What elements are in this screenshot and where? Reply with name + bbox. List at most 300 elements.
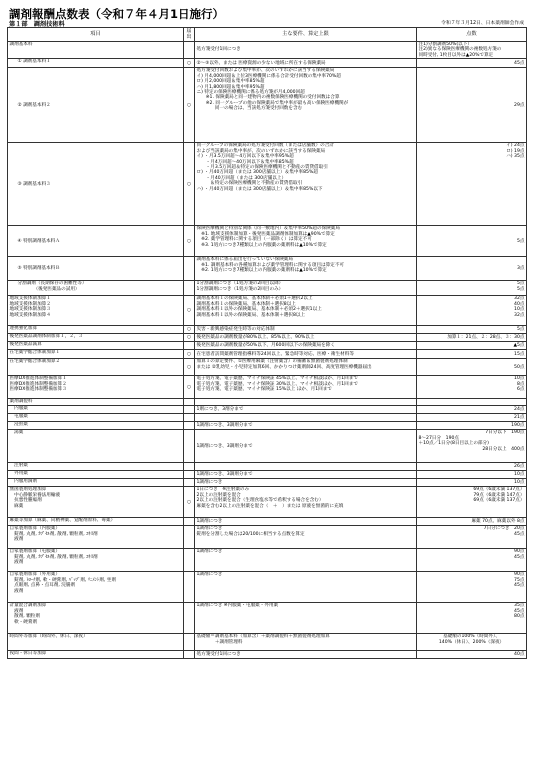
points-text: 45点 (514, 531, 525, 537)
item-cell (8, 651, 184, 659)
points-text: 32点 (514, 312, 525, 318)
item-label: 内服用滴剤 (9, 479, 38, 485)
table-row (8, 257, 527, 281)
requirement-text: 電子処方箋、電子薬歴、マイナ保険証 30%以上、マイナ相談ほか、月1回まで (196, 381, 358, 387)
item-cell (8, 296, 184, 326)
points-text: 26点 (514, 464, 525, 470)
points-text: 40点 (514, 652, 525, 658)
table-row (8, 342, 527, 350)
notification-mark (184, 281, 195, 296)
points-text: 28日分以上 400点 (482, 446, 525, 452)
points-text: 32点 (514, 296, 525, 302)
points-text: 45点 (514, 554, 525, 560)
item-label: 地域支援体制加算２ (9, 301, 51, 307)
points-cell (417, 281, 527, 296)
requirement-text: 1調剤につき ※内服薬・屯服薬・外用薬 (196, 603, 279, 609)
item-cell (8, 518, 184, 526)
requirement-text: イ) ・月3.5万回超～4万回以下＆集中率95%超 (196, 154, 294, 160)
points-text: イ) 24点 (506, 143, 525, 149)
column-header: 項目 (8, 28, 184, 42)
requirement-text: ※1. 調剤基本料の各種加算および薬学管理料に関する項目は算定不可 (196, 262, 345, 268)
points-cell (417, 334, 527, 342)
notification-mark: ○ (184, 487, 195, 518)
item-label: 液剤 (9, 588, 24, 594)
item-cell (8, 376, 184, 399)
item-cell (8, 422, 184, 430)
requirement-text: 1調剤につき (196, 549, 223, 555)
requirement-text: 麻薬を含む2以上の注射薬を混合（ ＋ ）または 原液を無菌的に充填 (196, 503, 344, 509)
item-label: 錠剤, 丸剤, ｶﾌﾟｾﾙ剤, 散剤, 顆粒剤, ｴｷｽ剤 (9, 531, 98, 537)
points-text: 10点 (514, 307, 525, 313)
requirement-cell (195, 463, 417, 471)
points-text: ハ) 35点 (506, 154, 525, 160)
item-label: ② 調剤基本料２ (17, 102, 51, 108)
requirement-text: 基礎額＝調剤基本料（加算含）＋薬剤調製料＋無菌製剤処理加算 (196, 634, 330, 640)
item-label: 連携強化加算 (9, 326, 38, 332)
item-label: 無菌製剤処理加算 (9, 487, 47, 493)
requirement-text: または ②乳幼児・小児特定加算6回、かかりつけ薬剤師24回、高度管理医療機器届出 (196, 364, 372, 370)
table-row (8, 359, 527, 376)
notification-mark: ○ (184, 376, 195, 399)
points-text: 基礎額の100%（時間外）、 (443, 634, 500, 640)
points-cell (417, 68, 527, 143)
requirement-text: 1調剤につき (196, 572, 223, 578)
table-row (8, 603, 527, 634)
points-text: 21点 (514, 415, 525, 421)
item-cell (8, 143, 184, 226)
points-text: 10点 (514, 376, 525, 382)
requirement-cell (195, 399, 417, 406)
notification-mark (184, 406, 195, 414)
points-cell (417, 342, 527, 350)
item-cell (8, 487, 184, 518)
requirement-text: ＋調剤管理料 (196, 639, 243, 645)
points-text: ▲5点 (513, 343, 525, 349)
points-text: 10点 (514, 472, 525, 478)
points-text: 79点（6歳未満 147点） (473, 492, 525, 498)
item-label: 後発医薬品減算 (9, 342, 42, 348)
requirement-text: ②～⑤以外、または 医療資源の少ない地域に所在する保険薬局 (196, 60, 326, 66)
item-cell (8, 350, 184, 359)
requirement-text: 1調剤につき (196, 526, 223, 532)
points-cell (417, 326, 527, 334)
requirement-text: 加算１の算定要件、①医療用麻薬（注射薬含）の備蓄＆無菌製剤処理体制 (196, 359, 348, 365)
item-cell (8, 41, 184, 59)
table-row (8, 414, 527, 422)
table-row (8, 41, 527, 59)
item-cell (8, 59, 184, 68)
item-cell (8, 634, 184, 651)
requirement-text: および当該薬局の集中率が、次のいずれかに該当する保険薬局 (196, 148, 326, 154)
requirement-text: 調剤基本料１以外の保険薬局、基本体制＋必須2＋選択1以上 (196, 307, 322, 313)
requirement-cell (195, 572, 417, 603)
fee-table (7, 27, 527, 659)
points-cell (417, 463, 527, 471)
requirement-cell (195, 549, 417, 572)
requirement-text: ※2. 1処方につき7種類以上の内服薬の薬剤料は▲10%で算定 (196, 268, 327, 274)
points-cell (417, 471, 527, 479)
item-label: ① 調剤基本料１ (17, 59, 51, 65)
section-subtitle: 第１部 調剤技術料 (9, 21, 65, 28)
table-row (8, 651, 527, 659)
table-row (8, 281, 527, 296)
points-text: 35点 (514, 603, 525, 609)
source-note: 令和７年３月12日、日本薬剤師会作成 (441, 21, 524, 26)
points-text: 7日分につき 20点 (483, 526, 525, 532)
points-text: 90点 (514, 572, 525, 578)
requirement-cell (195, 651, 417, 659)
table-row (8, 422, 527, 430)
requirement-text: 処方箋受付1回につき (196, 47, 241, 53)
requirement-cell (195, 471, 417, 479)
requirement-cell (195, 430, 417, 463)
points-cell (417, 359, 527, 376)
points-cell (417, 296, 527, 326)
requirement-text: 1日につき ※注射薬のみ (196, 487, 250, 493)
item-label: 地域支援体制加算１ (9, 296, 51, 302)
notification-mark (184, 41, 195, 59)
item-label: 自家製剤加算（内服薬） (9, 526, 61, 532)
item-label: 屯服薬 (9, 414, 28, 420)
points-text: 24点 (514, 407, 525, 413)
item-label: 中心静脈栄養法用輸液 (9, 492, 61, 498)
requirement-text: 保険医療機関と特別な関係（同一敷地内）＆集中率50%超の保険薬局 (196, 226, 340, 232)
points-text: 5点 (516, 327, 525, 333)
points-text: 麻薬 70点、麻薬以外 8点 (471, 519, 525, 525)
notification-mark (184, 463, 195, 471)
table-row (8, 326, 527, 334)
points-cell (417, 487, 527, 518)
requirement-text: イ) 月4,000回超＆上位3医療機関に係る合計受付回数の集中率70%超 (196, 73, 341, 79)
points-cell (417, 651, 527, 659)
requirement-text: 調剤基本料１以外の保険薬局、基本体制＋選択8以上 (196, 312, 306, 318)
item-label: 錠剤, 丸剤, ｶﾌﾟｾﾙ剤, 散剤, 顆粒剤, ｴｷｽ剤 (9, 554, 98, 560)
notification-mark (184, 651, 195, 659)
points-cell (417, 41, 527, 59)
requirement-text: 同一グループの保険薬局の処方箋受付回数（または店舗数）の合計 (196, 143, 334, 149)
requirement-cell (195, 226, 417, 257)
points-text: 8点 (516, 381, 525, 387)
points-text: 40点 (514, 301, 525, 307)
points-text: 3点 (516, 266, 525, 272)
table-row (8, 59, 527, 68)
points-cell (417, 226, 527, 257)
item-label: 注射薬 (9, 463, 28, 469)
item-cell (8, 359, 184, 376)
notification-mark (184, 430, 195, 463)
points-text: 注2)異なる保険医療機関の複数処方箋の (418, 47, 502, 53)
item-label: 湯薬 (9, 430, 24, 436)
table-row (8, 518, 527, 526)
points-cell (417, 257, 527, 281)
requirement-cell (195, 487, 417, 518)
requirement-cell (195, 334, 417, 342)
table-row (8, 406, 527, 414)
points-cell (417, 414, 527, 422)
requirement-cell (195, 68, 417, 143)
item-label: ⑤ 特別調剤基本料Ｂ (17, 266, 60, 272)
item-label: 在宅薬学総合体制加算１ (9, 350, 61, 356)
requirement-text: 後発医薬品の調剤数量が50%以下、月600回以下の保険薬局を除く (196, 343, 335, 349)
requirement-text: 1調剤につき (196, 480, 223, 486)
item-label: ④ 特別調剤基本料Ａ (17, 238, 60, 244)
item-label: 抗悪性腫瘍剤 (9, 498, 42, 504)
requirement-text: ＆特定の保険医療機関と不動産の賃貸借取引 (196, 181, 303, 187)
requirement-text: ※2. 薬学管理料に関する項目（一部除く）は算定不可 (196, 237, 312, 243)
item-label: 内服薬 (9, 406, 28, 412)
points-cell (417, 634, 527, 651)
requirement-text: 後発医薬品の調剤数量が80%以上、85%以上、90%以上 (196, 335, 315, 341)
points-text: 45点 (514, 583, 525, 589)
requirement-text: 1調剤につき、3調剤分まで (196, 472, 253, 478)
item-label: 錠剤, ﾄﾛｰﾁ剤, 軟・硬膏剤, ﾊﾟｯﾌﾟ剤, ﾘﾆﾒﾝﾄ剤, 坐剤 (9, 577, 116, 583)
requirement-text: 1調剤につき (196, 519, 223, 525)
item-label: 液剤 (9, 560, 24, 566)
points-text: 80点 (514, 614, 525, 620)
item-cell (8, 463, 184, 471)
table-row (8, 471, 527, 479)
points-text: 加算１：21点、２：28点、３：30点 (447, 335, 525, 341)
requirement-text: ※2. 同一グループの他の保険薬局で集中率が最も高い保険医療機関が (196, 100, 349, 106)
table-row (8, 487, 527, 518)
points-cell (417, 518, 527, 526)
requirement-cell (195, 406, 417, 414)
notification-mark (184, 399, 195, 406)
points-text: 6点 (516, 387, 525, 393)
requirement-cell (195, 634, 417, 651)
item-label: （後発医薬品の試用） (17, 286, 80, 292)
notification-mark (184, 603, 195, 634)
points-cell (417, 430, 527, 463)
item-label: 夜間・休日等加算 (9, 651, 47, 657)
requirement-text: ロ) ・月40万回超（または 300店舗以上）＆集中率85%超 (196, 170, 318, 176)
requirement-cell (195, 143, 417, 226)
item-label: 外用薬 (9, 471, 28, 477)
notification-mark: ○ (184, 226, 195, 257)
item-cell (8, 549, 184, 572)
item-label: 医療DX推進体制整備加算３ (9, 387, 67, 393)
item-cell (8, 334, 184, 342)
points-text: 69点（6歳未満 137点） (473, 498, 525, 504)
item-cell (8, 471, 184, 479)
item-cell (8, 479, 184, 487)
table-row (8, 634, 527, 651)
requirement-text: 調剤基本料１の保険薬局、基本体制＋選択8以上 (196, 301, 296, 307)
points-text: 8～27日分 190点 (418, 435, 460, 441)
requirement-text: 調剤基本料１の保険薬局、基本体制＋必須1＋選択2以上 (196, 296, 313, 302)
column-header: 主な要件、算定上限 (195, 28, 417, 42)
requirement-text: 錠剤を分割した場合は20/100に相当する点数を算定 (196, 531, 305, 537)
item-label: 計量混合調剤加算 (9, 603, 47, 609)
notification-mark: ○ (184, 326, 195, 334)
requirement-cell (195, 526, 417, 549)
item-cell (8, 399, 184, 406)
points-text: ロ) 19点 (506, 148, 525, 154)
notification-mark: ○ (184, 68, 195, 143)
notification-mark: ○ (184, 334, 195, 342)
item-label: 調剤基本料 (9, 41, 33, 47)
requirement-text: ・月3.5万回超＆特定の保険医療機関と不動産の賃貸借取引 (196, 165, 328, 171)
requirement-text: 2以上の注射薬を混合 (196, 492, 241, 498)
item-label: 麻薬 (9, 503, 24, 509)
item-label: 地域支援体制加算３ (9, 307, 51, 313)
notification-mark (184, 414, 195, 422)
requirement-text: ニ) 特定の保険医療機関に係る処方箋が月4,000回超 (196, 90, 305, 96)
notification-mark (184, 549, 195, 572)
points-cell (417, 479, 527, 487)
item-label: 自家製剤加算（屯服薬） (9, 549, 61, 555)
notification-mark (184, 634, 195, 651)
table-row (8, 549, 527, 572)
item-label: 軟・硬膏剤 (9, 619, 38, 625)
requirement-text: 1剤につき、3剤分まで (196, 407, 244, 413)
item-label: ③ 調剤基本料３ (17, 181, 51, 187)
item-label: 薬剤調製料 (9, 399, 33, 405)
item-label: 液剤 (9, 537, 24, 543)
points-text: 45点 (514, 60, 525, 66)
requirement-text: 処方箋受付回数および集中率が、次のいずれかに該当する保険薬局 (196, 68, 335, 74)
requirement-text: 処方箋受付1回につき (196, 652, 241, 658)
points-cell (417, 603, 527, 634)
table-row (8, 68, 527, 143)
points-cell (417, 350, 527, 359)
requirement-cell (195, 350, 417, 359)
requirement-cell (195, 518, 417, 526)
requirement-cell (195, 326, 417, 334)
notification-mark (184, 479, 195, 487)
requirement-text: 調剤基本料に係る届出を行っていない保険薬局 (196, 257, 293, 263)
requirement-text: 在宅患者訪問薬剤管理指導料等24回以上、緊急時等対応、医療・衛生材料等 (196, 351, 354, 357)
notification-mark (184, 471, 195, 479)
points-text: ＋10点／1日分(8日目以上の部分) (418, 441, 489, 447)
item-label: 自家製剤加算（外用薬） (9, 572, 61, 578)
page-title: 調剤報酬点数表（令和７年４月1日施行） (9, 7, 224, 21)
requirement-text: ロ) 月2,000回超＆集中率85%超 (196, 79, 265, 85)
points-text: 75点 (514, 577, 525, 583)
item-label: 分割調剤（長期保存の困難性等） (17, 281, 87, 287)
requirement-text: 1分割調剤につき（1処方箋の2回目以降） (196, 281, 284, 287)
requirement-text: 1分割調剤につき（1処方箋の2回目のみ） (196, 286, 284, 292)
notification-mark: ○ (184, 296, 195, 326)
requirement-cell (195, 41, 417, 59)
requirement-cell (195, 422, 417, 430)
table-row (8, 376, 527, 399)
points-text: 190点 (511, 423, 525, 429)
item-label: 液剤 (9, 608, 24, 614)
notification-mark (184, 342, 195, 350)
item-label: 麻薬等加算（麻薬、向精神薬、覚醒剤原料、毒薬） (9, 518, 116, 524)
table-row (8, 463, 527, 471)
notification-mark (184, 526, 195, 549)
points-cell (417, 572, 527, 603)
points-text: 同時受付, 1枚目以外は▲20%で算定 (418, 52, 494, 58)
item-cell (8, 603, 184, 634)
item-cell (8, 572, 184, 603)
item-cell (8, 226, 184, 257)
requirement-cell (195, 257, 417, 281)
points-text: 5点 (516, 238, 525, 244)
points-cell (417, 376, 527, 399)
item-cell (8, 257, 184, 281)
item-label: 後発医薬品調剤体制加算１，２，３ (9, 334, 84, 340)
notification-mark (184, 257, 195, 281)
points-cell (417, 406, 527, 414)
item-label: 散剤, 顆粒剤 (9, 614, 40, 620)
item-cell (8, 281, 184, 296)
requirement-cell (195, 59, 417, 68)
requirement-text: 1調剤につき、3調剤分まで (196, 443, 253, 449)
notification-mark: ○ (184, 59, 195, 68)
notification-mark (184, 572, 195, 603)
requirement-text: ※3. 1処方につき7種類以上の内服薬の薬剤料は▲10%で算定 (196, 242, 327, 248)
notification-mark: ○ (184, 359, 195, 376)
item-cell (8, 342, 184, 350)
points-text: 90点 (514, 549, 525, 555)
requirement-cell (195, 603, 417, 634)
requirement-cell (195, 281, 417, 296)
requirement-cell (195, 342, 417, 350)
table-row (8, 226, 527, 257)
requirement-text: ハ) 月1,800回超＆集中率95%超 (196, 84, 265, 90)
points-text: 5点 (516, 286, 525, 292)
notification-mark: ○ (184, 143, 195, 226)
item-cell (8, 430, 184, 463)
notification-mark: ○ (184, 350, 195, 359)
requirement-cell (195, 414, 417, 422)
requirement-text: 2以上の注射薬を混合（生理食塩水等で希釈する場合を含む） (196, 498, 324, 504)
points-text: 15点 (514, 351, 525, 357)
requirement-text: 電子処方箋、電子薬歴、マイナ保険証 15%以上 ほか、月1回まで (196, 387, 332, 393)
item-label: 時間外等加算（時間外、休日、深夜） (9, 634, 88, 640)
item-label: 点眼剤, 点鼻・点耳剤, 浣腸剤 (9, 583, 76, 589)
item-label: 在宅薬学総合体制加算２ (9, 359, 61, 365)
points-text: 7日分以下 190点 (485, 430, 525, 436)
points-text: 5点 (516, 281, 525, 287)
requirement-cell (195, 359, 417, 376)
requirement-text: ハ) ・月40万回超（または 300店舗以上）＆集中率85%以下 (196, 186, 323, 192)
table-row (8, 430, 527, 463)
requirement-text: 電子処方箋、電子薬歴、マイナ保険証 45%以上、マイナ相談ほか、月1回まで (196, 376, 358, 382)
table-row (8, 572, 527, 603)
item-cell (8, 326, 184, 334)
table-row (8, 334, 527, 342)
table-row (8, 296, 527, 326)
points-cell (417, 143, 527, 226)
table-row (8, 526, 527, 549)
points-text: 10点 (514, 480, 525, 486)
item-label: 医療DX推進体制整備加算２ (9, 381, 67, 387)
item-label: 浸煎薬 (9, 422, 28, 428)
points-text: 50点 (514, 364, 525, 370)
requirement-cell (195, 376, 417, 399)
requirement-text: 災害・新興感染症発生時等の対応体制 (196, 327, 275, 333)
points-text: 45点 (514, 608, 525, 614)
column-header: 点数 (417, 28, 527, 42)
points-text: 注1)分割調剤50%(以下） (418, 41, 472, 47)
points-text: 29点 (514, 102, 525, 108)
requirement-text: ※1. 保険薬局と同一建物内の複数保険医療機関の受付回数は合算 (196, 95, 340, 101)
item-cell (8, 406, 184, 414)
column-header: 届出 (184, 28, 195, 42)
item-cell (8, 414, 184, 422)
table-row (8, 350, 527, 359)
table-row (8, 399, 527, 406)
points-cell (417, 526, 527, 549)
requirement-cell (195, 296, 417, 326)
item-label: 医療DX推進体制整備加算１ (9, 376, 67, 382)
requirement-text: ※1. 地域支援体制加算・後発医薬品調剤体制加算は▲90%で算定 (196, 231, 335, 237)
points-cell (417, 59, 527, 68)
